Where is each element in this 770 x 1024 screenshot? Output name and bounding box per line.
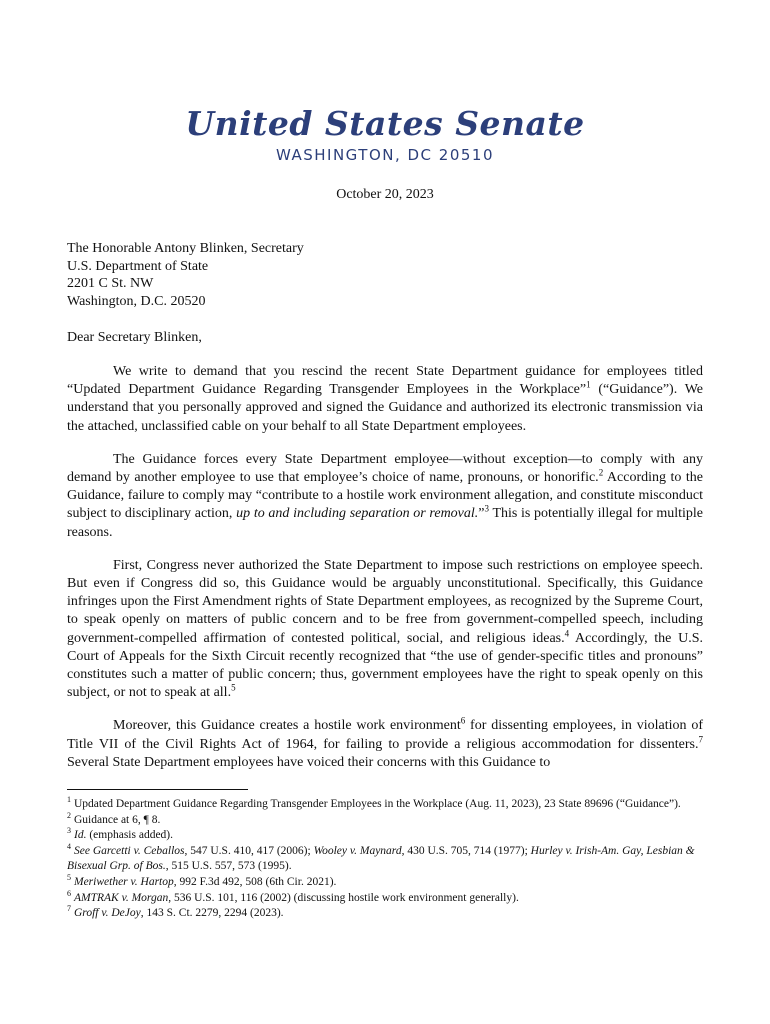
case-name: Hurley v. Irish-Am. Gay, Lesbian & Bisexual Grp. of Bos. (67, 844, 695, 873)
text: ” (478, 506, 485, 522)
footnote-number: 7 (67, 904, 71, 914)
footnote-text: Updated Department Guidance Regarding Transgender Employees in the Workplace (Aug. 11, 2023), 23 State 89696 (“Guidance”). (74, 798, 681, 810)
letterhead-subtitle: WASHINGTON, DC 20510 (275, 146, 495, 164)
footnote-1 (67, 797, 707, 813)
case-name: Id. (74, 829, 87, 842)
footnote-number: 2 (67, 810, 71, 820)
paragraph-2 (67, 451, 703, 542)
case-name: Meriwether v. Hartop (74, 875, 174, 888)
footnote-ref: 7 (698, 734, 703, 744)
footnote-text: , 992 F.3d 492, 508 (6th Cir. 2021). (173, 875, 337, 888)
footnote-ref: 1 (586, 379, 591, 390)
case-name: See Garcetti v. Ceballos (74, 844, 185, 857)
footnote-4 (67, 841, 707, 875)
footnote-divider (67, 789, 248, 790)
text: Accordingly, the U.S. Court of Appeals for the Sixth Circuit recently recognized that “the use of gender-specific titles and pronouns” constitutes such a matter of public concern; thus, government employees have the right to speak openly on this subject, or not to speak at all. (67, 630, 703, 701)
footnote-ref: 6 (460, 715, 466, 726)
emphasis: up to and including separation or removal. (236, 506, 479, 522)
footnote-3 (67, 828, 707, 844)
footnote-text: Guidance at 6, ¶ 8. (74, 813, 161, 826)
case-name: Wooley v. Maynard (313, 844, 402, 857)
case-name: AMTRAK v. Morgan (74, 891, 169, 904)
footnote-ref: 3 (484, 503, 489, 514)
text: This is potentially illegal for multiple reasons. (67, 506, 703, 540)
paragraph-4 (67, 717, 703, 772)
paragraph-1 (67, 363, 703, 436)
text: Several State Department employees have voiced their concerns with this Guidance to (67, 754, 551, 770)
letter-date: October 20, 2023 (336, 187, 434, 202)
footnote-text: , 547 U.S. 410, 417 (2006); (184, 844, 314, 857)
footnote-text: , 143 S. Ct. 2279, 2294 (2023). (140, 907, 284, 920)
text: According to the Guidance, failure to comply may “contribute to a hostile work environment allegation, and constitute misconduct subject to disciplinary action, (67, 470, 704, 522)
recipient-line: U.S. Department of State (67, 258, 209, 274)
footnote-ref: 5 (231, 682, 236, 693)
footnote-number: 3 (67, 826, 71, 836)
footnote-ref: 2 (598, 467, 604, 478)
letterhead-title: United States Senate (185, 104, 585, 143)
recipient-line: 2201 C St. NW (67, 276, 154, 291)
footnote-ref: 4 (564, 627, 570, 638)
letterhead (0, 104, 770, 164)
case-name: Groff v. DeJoy (74, 907, 141, 920)
footnote-text: , 536 U.S. 101, 116 (2002) (discussing hostile work environment generally). (168, 891, 519, 904)
footnote-number: 6 (67, 888, 71, 898)
text: First, Congress never authorized the State Department to impose such restrictions on employee speech. But even if Congress did so, this Guidance would be arguably unconstitutional. Specifically, this Guidance infringes upon the First Amendment rights of State Department employees, as recognized by the Supreme Court, to speak openly on matters of public concern and to be free from government-compelled speech, including government-compelled affirmation of contested political, social, and religious ideas. (67, 557, 703, 646)
text: Moreover, this Guidance creates a hostile work environment (113, 718, 461, 734)
footnote-7 (67, 906, 707, 922)
footnote-5 (67, 875, 707, 891)
footnotes (67, 797, 707, 922)
footnote-text: (emphasis added). (86, 829, 174, 842)
paragraph-3 (67, 557, 703, 703)
text: (“Guidance”). We understand that you personally approved and signed the Guidance and authorized its electronic transmission via the attached, unclassified cable on your behalf to all State Department employees. (67, 382, 703, 434)
recipient-line: The Honorable Antony Blinken, Secretary (67, 241, 304, 256)
footnote-number: 5 (67, 873, 71, 883)
footnote-number: 1 (67, 795, 71, 805)
text: for dissenting employees, in violation of Title VII of the Civil Rights Act of 1964, for failing to provide a religious accommodation for dissenters. (67, 718, 703, 752)
recipient-line: Washington, D.C. 20520 (67, 293, 206, 309)
text: The Guidance forces every State Department employee—without exception—to comply with any demand by another employee to use that employee’s choice of name, pronouns, or honorific. (67, 451, 703, 486)
text: We write to demand that you rescind the recent State Department guidance for employees titled “Updated Department Guidance Regarding Transgender Employees in the Workplace” (67, 364, 703, 398)
footnote-number: 4 (67, 841, 71, 851)
salutation: Dear Secretary Blinken, (67, 330, 202, 345)
footnote-text: , 515 U.S. 557, 573 (1995). (165, 860, 292, 873)
recipient-address (67, 240, 304, 310)
letter-body (67, 363, 703, 787)
footnote-2 (67, 810, 707, 829)
footnote-6 (67, 888, 707, 907)
footnote-text: , 430 U.S. 705, 714 (1977); (401, 844, 531, 857)
